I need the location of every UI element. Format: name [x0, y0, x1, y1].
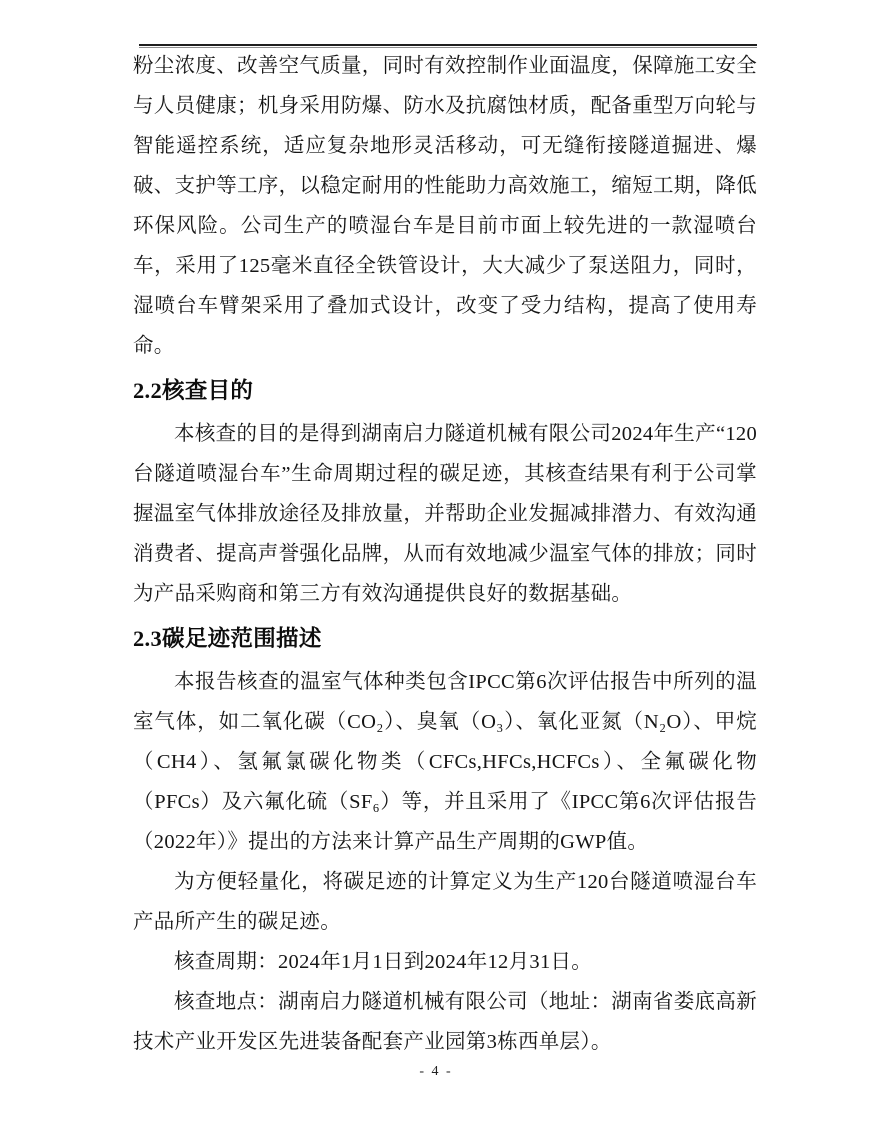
- paragraph-continuation: 粉尘浓度、改善空气质量，同时有效控制作业面温度，保障施工安全与人员健康；机身采用防爆、防水及抗腐蚀材质，配备重型万向轮与智能遥控系统，适应复杂地形灵活移动，可无缝衔接隧道掘进、爆破、支护等工序，以稳定耐用的性能助力高效施工，缩短工期，降低环保风险。公司生产的喷湿台车是目前市面上较先进的一款湿喷台车，采用了125毫米直径全铁管设计，大大减少了泵送阻力，同时，湿喷台车臂架采用了叠加式设计，改变了受力结构，提高了使用寿命。: [133, 55, 757, 357]
- paragraph-verification-purpose: 本核查的目的是得到湖南启力隧道机械有限公司2024年生产“120台隧道喷湿台车”生命周期过程的碳足迹，其核查结果有利于公司掌握温室气体排放途径及排放量，并帮助企业发掘减排潜力、有效沟通消费者、提高声誉强化品牌，从而有效地减少温室气体的排放；同时为产品采购商和第三方有效沟通提供良好的数据基础。: [133, 423, 757, 605]
- document-body: [133, 46, 757, 1062]
- page-number: - 4 -: [419, 1064, 453, 1079]
- paragraph-verification-period: 核查周期：2024年1月1日到2024年12月31日。: [174, 951, 593, 973]
- section-heading-2-2: 2.2核查目的: [133, 378, 254, 403]
- paragraph-ghg-scope: 本报告核查的温室气体种类包含IPCC第6次评估报告中所列的温室气体，如二氧化碳（CO₂）、臭氧（O₃）、氧化亚氮（N₂O）、甲烷（CH4）、氢氟氯碳化物类（CFCs,HFCs,HCFCs）、全氟碳化物（PFCs）及六氟化硫（SF₆）等，并且采用了《IPCC第6次评估报告（2022年）》提出的方法来计算产品生产周期的GWP值。: [133, 671, 757, 853]
- paragraph-verification-location: 核查地点：湖南启力隧道机械有限公司（地址：湖南省娄底高新技术产业开发区先进装备配套产业园第3栋西单层）。: [133, 991, 757, 1053]
- section-heading-2-3: 2.3碳足迹范围描述: [133, 626, 322, 651]
- paragraph-footprint-definition: 为方便轻量化，将碳足迹的计算定义为生产120台隧道喷湿台车产品所产生的碳足迹。: [133, 871, 757, 933]
